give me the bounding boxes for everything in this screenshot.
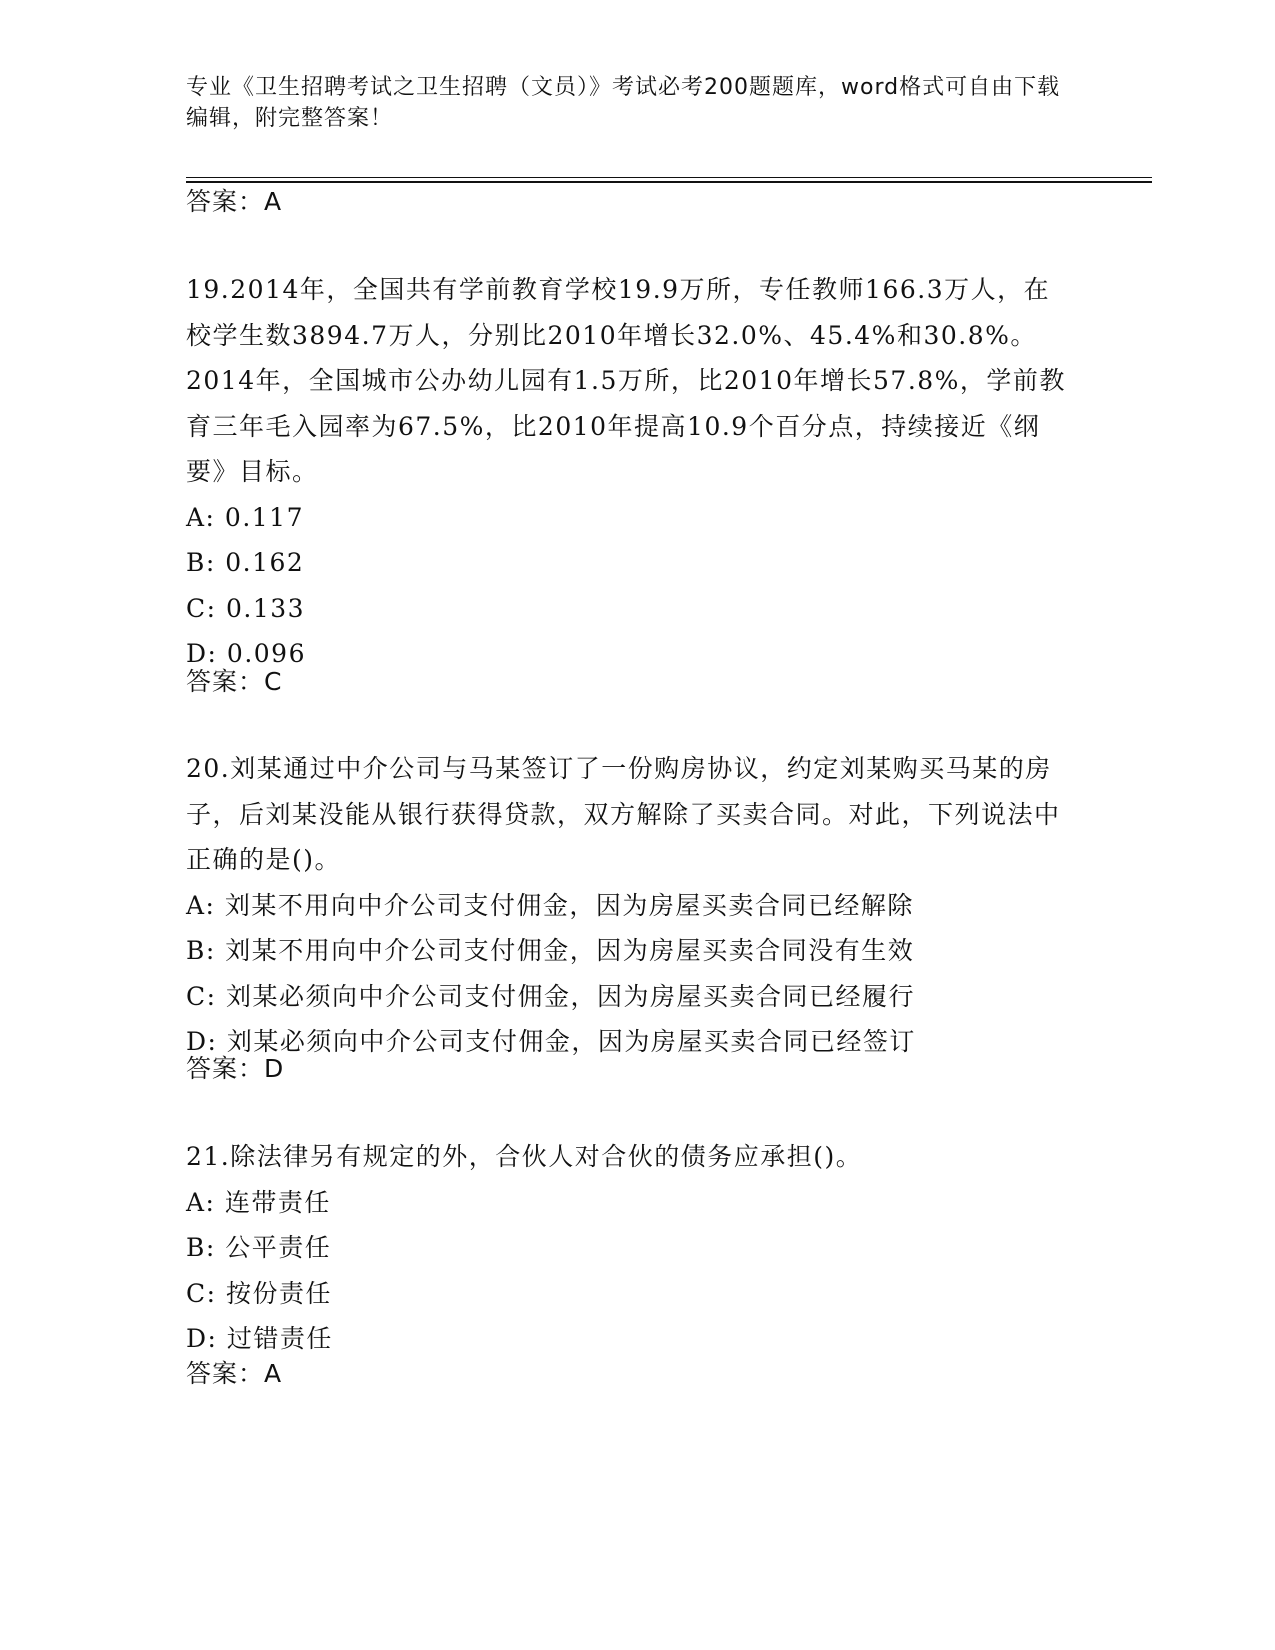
option-d: D: 刘某必须向中介公司支付佣金，因为房屋买卖合同已经签订 bbox=[186, 1027, 916, 1056]
option-a: A: 刘某不用向中介公司支付佣金，因为房屋买卖合同已经解除 bbox=[186, 890, 914, 920]
question-text: 21.除法律另有规定的外，合伙人对合伙的债务应承担()。 bbox=[186, 1142, 863, 1171]
document-header: 专业《卫生招聘考试之卫生招聘（文员）》考试必考200题题库，word格式可自由下载编辑，附完整答案！ bbox=[186, 75, 1061, 131]
option-c: C: 刘某必须向中介公司支付佣金，因为房屋买卖合同已经履行 bbox=[186, 981, 916, 1011]
answer-line-21: 答案：A bbox=[186, 1359, 283, 1388]
question-20 bbox=[186, 746, 1066, 1065]
option-d: D: 0.096 bbox=[186, 639, 306, 668]
answer-line-20: 答案：D bbox=[186, 1054, 285, 1083]
option-b: B: 0.162 bbox=[186, 548, 305, 577]
option-b: B: 刘某不用向中介公司支付佣金，因为房屋买卖合同没有生效 bbox=[186, 936, 915, 965]
option-c: C: 0.133 bbox=[186, 593, 306, 623]
option-c: C: 按份责任 bbox=[186, 1278, 332, 1308]
option-list bbox=[186, 495, 1066, 677]
answer-line-previous: 答案：A bbox=[186, 187, 283, 216]
answer-line-19: 答案：C bbox=[186, 667, 283, 696]
question-text: 19.2014年，全国共有学前教育学校19.9万所，专任教师166.3万人，在校学生数3894.7万人，分别比2010年增长32.0%、45.4%和30.8%。2014年，全国城市公办幼儿园有1.5万所，比2010年增长57.8%，学前教育三年毛入园率为67.5%，比2010年提高10.9个百分点，持续接近《纲要》目标。 bbox=[186, 275, 1066, 486]
header-divider-thin bbox=[186, 177, 1152, 178]
option-d: D: 过错责任 bbox=[186, 1324, 333, 1353]
question-21 bbox=[186, 1134, 1066, 1362]
option-a: A: 连带责任 bbox=[186, 1187, 331, 1217]
option-a: A: 0.117 bbox=[186, 502, 304, 532]
option-list bbox=[186, 883, 1066, 1065]
option-list bbox=[186, 1180, 1066, 1362]
header-divider-thick bbox=[186, 181, 1152, 183]
option-b: B: 公平责任 bbox=[186, 1233, 332, 1262]
question-19 bbox=[186, 267, 1066, 677]
question-text: 20.刘某通过中介公司与马某签订了一份购房协议，约定刘某购买马某的房子，后刘某没能从银行获得贷款，双方解除了买卖合同。对此，下列说法中正确的是()。 bbox=[186, 754, 1061, 874]
